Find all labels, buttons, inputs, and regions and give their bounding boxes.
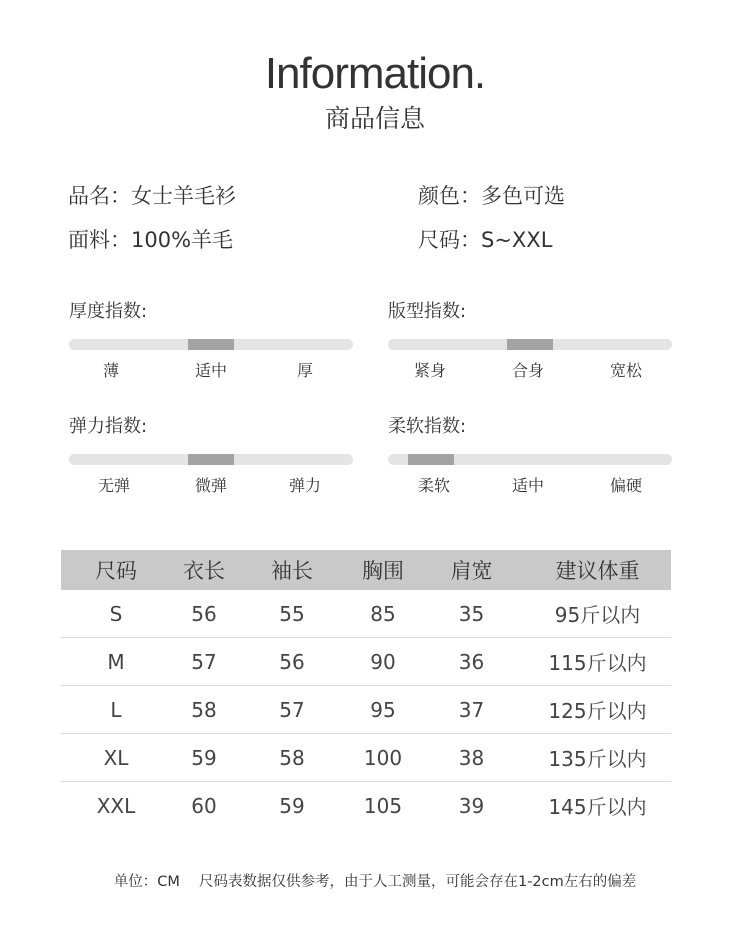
header-sleeve: 袖长 [237,550,347,590]
cell-length: 60 [191,793,217,818]
title-english: Information. [264,49,486,98]
fit-scale [388,297,672,380]
scale-label-low: 紧身 [413,361,446,380]
table-row [61,686,671,734]
scale-labels [388,473,672,495]
size-table-header [61,550,671,590]
header-size: 尺码 [61,550,171,590]
product-name: 品名：女士羊毛衫 [68,184,236,208]
scale-title: 弹力指数: [69,416,148,437]
cell-chest: 85 [347,590,419,638]
scale-track [388,454,672,465]
elasticity-scale [69,412,353,495]
measurement-note: 单位：CM 尺码表数据仅供参考，由于人工测量，可能会存在1-2cm左右的偏差 [113,874,637,890]
cell-chest: 100 [347,734,419,782]
thickness-scale [69,297,353,380]
scale-label-low: 薄 [102,361,119,380]
cell-chest: 95 [347,686,419,734]
cell-chest: 105 [363,793,403,818]
scale-track [388,339,672,350]
scale-marker [188,339,234,350]
scale-label-high: 偏硬 [609,476,642,495]
scale-marker [408,454,454,465]
product-size-range: 尺码：S~XXL [418,228,553,252]
scale-marker [188,454,234,465]
cell-sleeve: 57 [237,686,347,734]
table-row [61,590,671,638]
cell-length: 56 [171,590,237,638]
cell-weight: 135斤以内 [524,734,671,782]
cell-size: S [61,590,171,638]
scale-labels [69,358,353,380]
cell-length: 58 [171,686,237,734]
cell-shoulder: 37 [419,686,524,734]
scale-label-mid: 适中 [194,361,227,380]
scale-label-mid: 合身 [511,361,544,380]
cell-length: 57 [171,638,237,686]
cell-shoulder: 35 [419,590,524,638]
header [0,48,750,136]
cell-sleeve: 58 [237,734,347,782]
cell-size: XXL [96,793,136,818]
header-weight: 建议体重 [524,550,671,590]
product-info [68,180,688,260]
cell-size: M [61,638,171,686]
table-row [61,782,671,830]
product-color: 颜色：多色可选 [418,184,565,208]
cell-size: XL [61,734,171,782]
cell-shoulder: 38 [419,734,524,782]
scale-label-low: 无弹 [97,476,130,495]
cell-weight: 115斤以内 [524,638,671,686]
table-row [61,734,671,782]
scale-title: 厚度指数: [69,301,148,322]
scale-label-high: 弹力 [288,476,321,495]
cell-shoulder: 39 [458,793,485,818]
scale-track [69,339,353,350]
cell-sleeve: 59 [279,793,305,818]
cell-shoulder: 36 [419,638,524,686]
scale-title: 版型指数: [388,301,467,322]
scale-label-mid: 适中 [511,476,544,495]
title-chinese: 商品信息 [324,104,425,133]
header-shoulder: 肩宽 [419,550,524,590]
header-length: 衣长 [171,550,237,590]
scale-labels [69,473,353,495]
size-table [61,550,671,829]
cell-chest: 90 [347,638,419,686]
cell-sleeve: 56 [237,638,347,686]
scale-marker [507,339,553,350]
product-fabric: 面料：100%羊毛 [68,228,234,252]
scale-label-low: 柔软 [417,476,450,495]
scale-label-high: 厚 [296,361,313,380]
cell-size: L [61,686,171,734]
scale-label-high: 宽松 [609,361,642,380]
softness-scale [388,412,672,495]
cell-sleeve: 55 [237,590,347,638]
cell-length: 59 [171,734,237,782]
cell-weight: 95斤以内 [524,590,671,638]
table-row [61,638,671,686]
scale-title: 柔软指数: [388,416,467,437]
scale-track [69,454,353,465]
scale-label-mid: 微弹 [194,476,227,495]
cell-weight: 125斤以内 [524,686,671,734]
header-chest: 胸围 [347,550,419,590]
scale-labels [388,358,672,380]
cell-weight: 145斤以内 [548,795,647,819]
